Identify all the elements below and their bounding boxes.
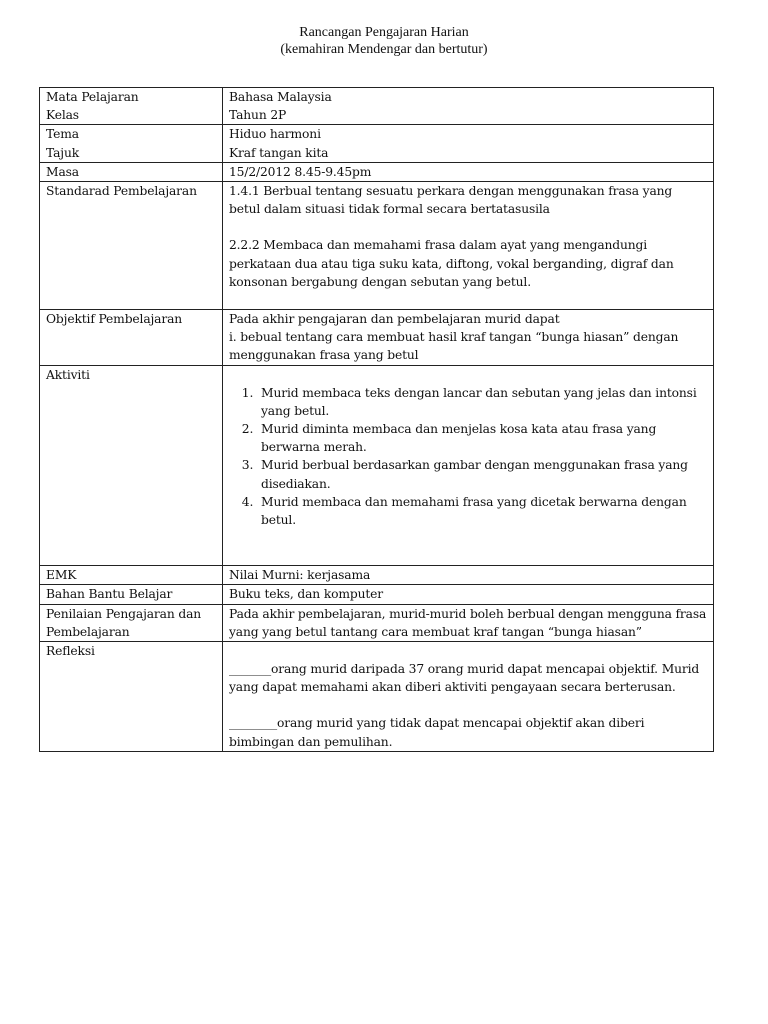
label-mata-pelajaran: Mata Pelajaran [46,90,139,104]
table-row [40,365,714,566]
label-cell [40,125,223,162]
value-cell [223,182,714,310]
table-row [40,182,714,310]
label-masa: Masa [40,162,223,181]
table-row [40,566,714,585]
label-tajuk: Tajuk [46,145,80,160]
value-penilaian: Pada akhir pembelajaran, murid-murid boleh berbual dengan mengguna frasa yang yang betul tantang cara membuat kraf tangan “bunga hiasan” [223,604,714,641]
list-item: 2. Murid diminta membaca dan menjelas kosa kata atau frasa yang berwarna merah. [257,420,707,456]
refleksi-not-achieved: ________orang murid yang tidak dapat mencapai objektif akan diberi bimbingan dan pemulihan. [229,716,645,749]
value-bahan: Buku teks, dan komputer [223,585,714,604]
table-row [40,604,714,641]
standard-1-4-1: 1.4.1 Berbual tentang sesuatu perkara dengan menggunakan frasa yang betul dalam situasi tidak formal secara bertatasusila [229,184,673,217]
value-mata-pelajaran: Bahasa Malaysia [229,90,332,104]
table-row [40,642,714,752]
value-cell [223,125,714,162]
document-subtitle: (kemahiran Mendengar dan bertutur) [280,42,488,57]
table-row [40,162,714,181]
value-tajuk: Kraf tangan kita [229,145,329,160]
value-tema: Hiduo harmoni [229,127,321,142]
table-row [40,88,714,125]
activity-list [229,384,707,530]
table-row [40,585,714,604]
value-cell [223,310,714,366]
value-cell [223,88,714,125]
label-aktiviti: Aktiviti [40,365,223,566]
refleksi-achieved: _______orang murid daripada 37 orang murid dapat mencapai objektif. Murid yang dapat memahami akan diberi aktiviti pengayaan secara berterusan. [229,662,700,695]
label-refleksi: Refleksi [40,642,223,752]
label-objektif: Objektif Pembelajaran [40,310,223,366]
value-kelas: Tahun 2P [229,108,287,123]
label-penilaian: Penilaian Pengajaran dan Pembelajaran [40,604,223,641]
label-tema: Tema [46,127,79,142]
label-bahan: Bahan Bantu Belajar [40,585,223,604]
document-title: Rancangan Pengajaran Harian [299,25,469,40]
objektif-item: i. bebual tentang cara membuat hasil kraf tangan “bunga hiasan” dengan menggunakan frasa yang betul [229,330,679,363]
label-cell [40,88,223,125]
label-kelas: Kelas [46,108,79,123]
value-masa: 15/2/2012 8.45-9.45pm [223,162,714,181]
table-row [40,310,714,366]
standard-2-2-2: 2.2.2 Membaca dan memahami frasa dalam ayat yang mengandungi perkataan dua atau tiga suku kata, diftong, vokal berganding, digraf dan konsonan bergabung dengan sebutan yang betul. [229,238,674,289]
list-item: 3. Murid berbual berdasarkan gambar dengan menggunakan frasa yang disediakan. [257,456,707,492]
value-cell [223,365,714,566]
list-item: 1. Murid membaca teks dengan lancar dan sebutan yang jelas dan intonsi yang betul. [257,384,707,420]
label-emk: EMK [40,566,223,585]
objektif-intro: Pada akhir pengajaran dan pembelajaran murid dapat [229,312,560,327]
label-standard: Standarad Pembelajaran [40,182,223,310]
list-item: 4. Murid membaca dan memahami frasa yang dicetak berwarna dengan betul. [257,493,707,529]
value-emk: Nilai Murni: kerjasama [223,566,714,585]
value-cell [223,642,714,752]
lesson-plan-table [39,87,714,752]
table-row [40,125,714,162]
